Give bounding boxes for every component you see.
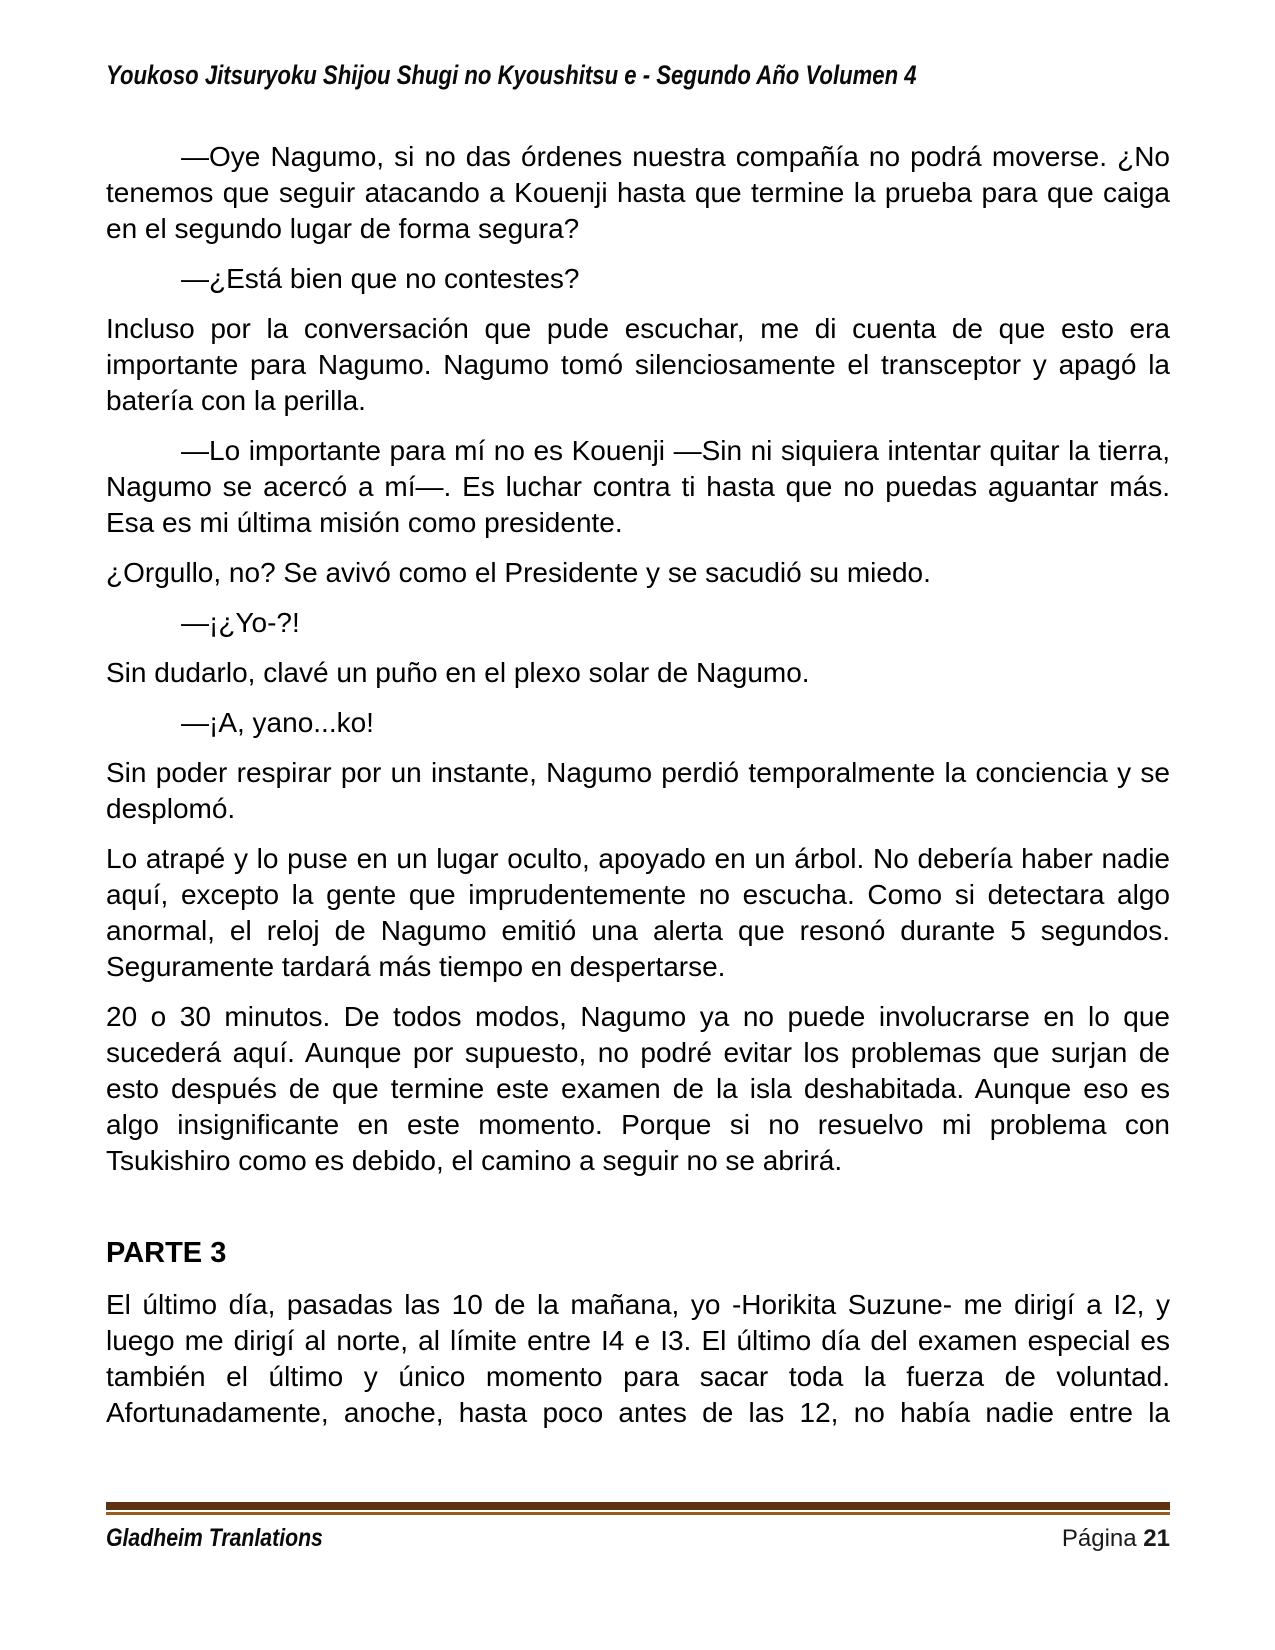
paragraph-dialogue: —¿Está bien que no contestes? [181,263,580,294]
paragraph-narration: ¿Orgullo, no? Se avivó como el Presidente y se sacudió su miedo. [106,557,931,588]
paragraph-narration: 20 o 30 minutos. De todos modos, Nagumo ya no puede involucrarse en lo que sucederá aquí. Aunque por supuesto, no podré evitar los problemas que surjan de esto después de que termine este examen de la isla deshabitada. Aunque eso es algo insignificante en este momento. Porque si no resuelvo mi problema con Tsukishiro como es debido, el camino a seguir no se abrirá. [106,1001,1170,1176]
page-content [106,60,1170,1445]
document-footer [106,1502,1170,1553]
footer-page-number [1062,1525,1170,1553]
paragraph-narration: Sin dudarlo, clavé un puño en el plexo solar de Nagumo. [106,657,810,688]
paragraph-narration-cutoff: El último día, pasadas las 10 de la mañana, yo -Horikita Suzune- me dirigí a I2, y luego me dirigí al norte, al límite entre I4 e I3. El último día del examen especial es también el último y único momento para sacar toda la fuerza de voluntad. Afortunadamente, anoche, hasta poco antes de las 12, no había nadie entre la [106,1289,1170,1428]
paragraph-dialogue: —¡A, yano...ko! [181,707,374,738]
document-header [106,60,1170,91]
footer-rule-thick [106,1502,1170,1510]
paragraph-narration: Sin poder respirar por un instante, Nagumo perdió temporalmente la conciencia y se desplomó. [106,757,1170,824]
footer-row [106,1524,1170,1553]
page-number-value: 21 [1143,1525,1170,1552]
body-text [106,139,1170,1431]
paragraph-dialogue: —Oye Nagumo, si no das órdenes nuestra compañía no podrá moverse. ¿No tenemos que seguir atacando a Kouenji hasta que termine la prueba para que caiga en el segundo lugar de forma segura? [106,141,1170,244]
paragraph-dialogue: —Lo importante para mí no es Kouenji —Sin ni siquiera intentar quitar la tierra, Nagumo se acercó a mí—. Es luchar contra ti hasta que no puedas aguantar más. Esa es mi última misión como presidente. [106,435,1170,538]
footer-rule-thin [106,1512,1170,1515]
paragraph-narration: Lo atrapé y lo puse en un lugar oculto, apoyado en un árbol. No debería haber nadie aquí, excepto la gente que imprudentemente no escucha. Como si detectara algo anormal, el reloj de Nagumo emitió una alerta que resonó durante 5 segundos. Seguramente tardará más tiempo en despertarse. [106,843,1170,982]
footer-brand: Gladheim Tranlations [106,1524,323,1552]
section-heading-parte-3: PARTE 3 [106,1237,227,1269]
document-header-title: Youkoso Jitsuryoku Shijou Shugi no Kyoushitsu e - Segundo Año Volumen 4 [106,60,917,90]
paragraph-narration: Incluso por la conversación que pude escuchar, me di cuenta de que esto era importante para Nagumo. Nagumo tomó silenciosamente el transceptor y apagó la batería con la perilla. [106,313,1170,416]
paragraph-dialogue: —¡¿Yo-?! [181,607,300,638]
page-number-label: Página [1061,1525,1137,1552]
